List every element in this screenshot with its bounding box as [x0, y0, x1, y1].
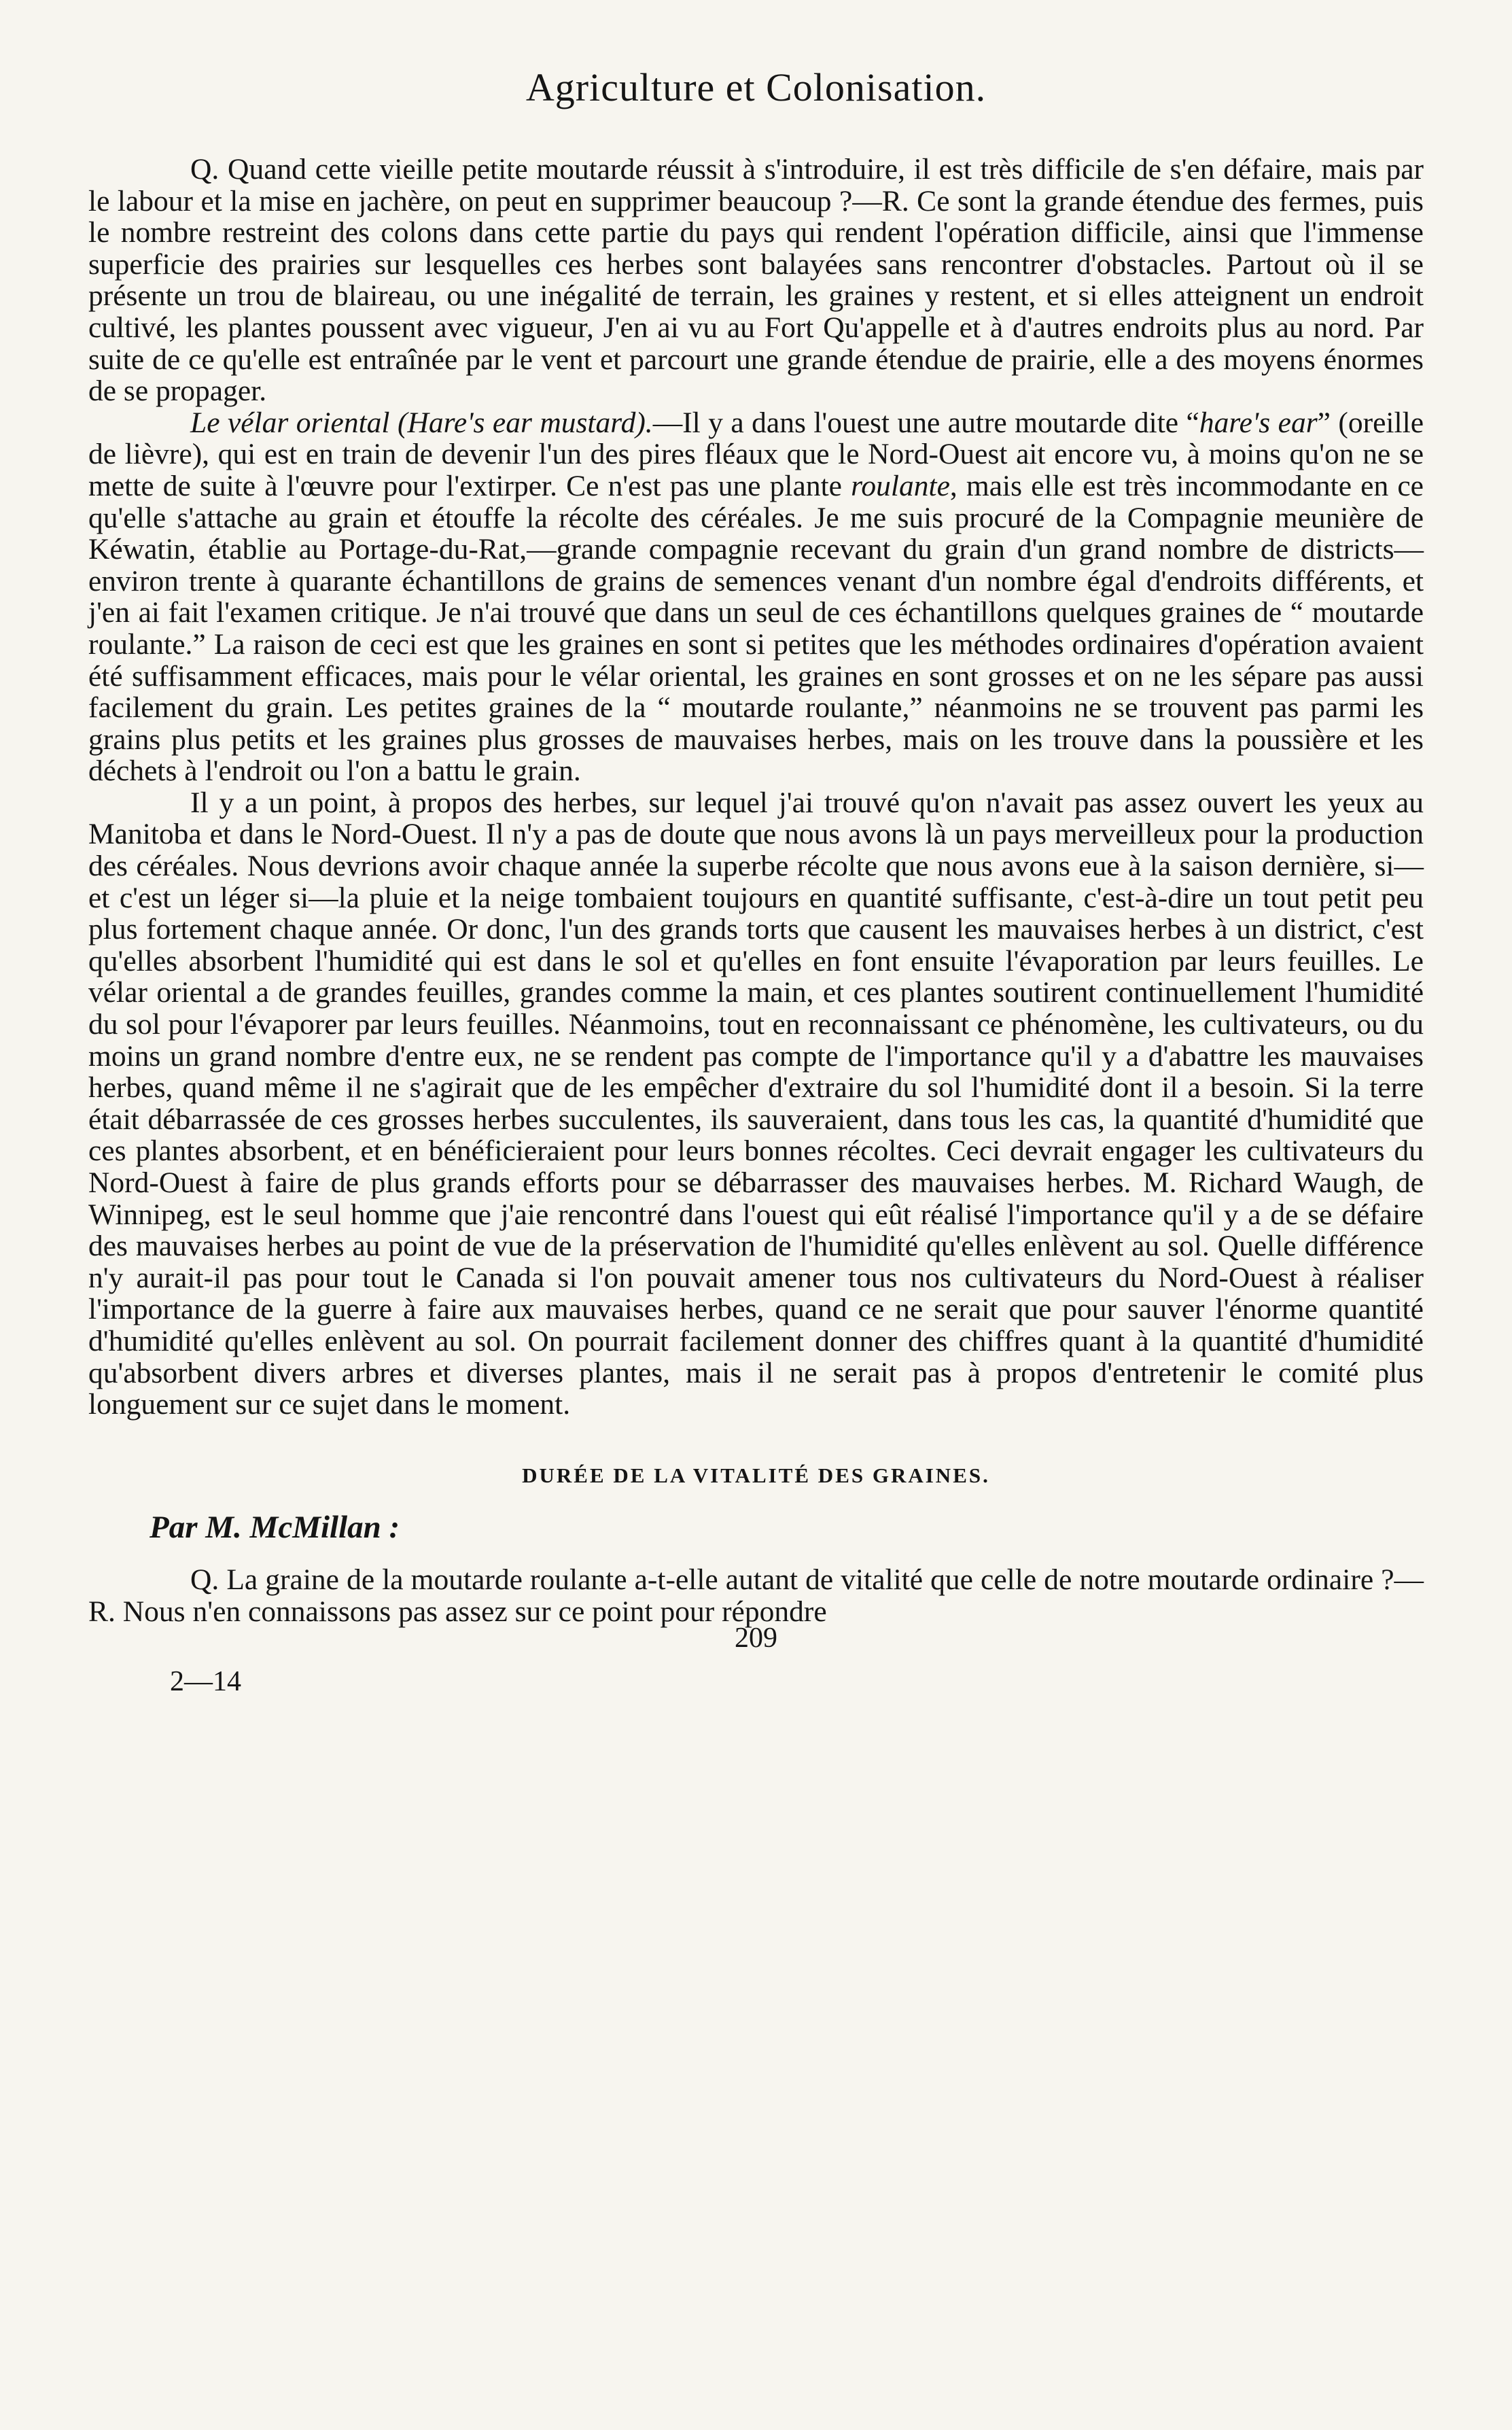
velar-title: Le vélar oriental (Hare's ear mustard). — [190, 406, 653, 439]
section-title: DURÉE DE LA VITALITÉ DES GRAINES. — [522, 1463, 990, 1487]
signature-mark: 2—14 — [170, 1666, 241, 1698]
paragraph-vitality-question: Q. La graine de la moutarde roulante a-t-elle autant de vitalité que celle de notre moutarde ordinaire ?—R. Nous n'en connaissons pas assez sur ce point pour répondre — [88, 1563, 1424, 1628]
velar-text-b: ” (oreille de lièvre), qui est en train de devenir l'un des pires fléaux que le Nord-Ouest ait encore vu, à moins qu'on ne se mette de suite à l'œuvre pour l'extirper. Ce n'est pas une plante — [88, 406, 1424, 502]
paragraph-mustard-question: Q. Quand cette vieille petite moutarde réussit à s'introduire, il est très difficile de s'en défaire, mais par le labour et la mise en jachère, on peut en supprimer beaucoup ?—R. Ce sont la grande étendue des fermes, puis le nombre restreint des colons dans cette partie du pays qui rendent l'opération difficile, ainsi que l'immense superficie des prairies sur lesquelles ces herbes sont balayées sans rencontrer d'obstacles. Partout où il se présente un trou de blaireau, ou une inégalité de terrain, les graines y restent, et si elles atteignent un endroit cultivé, les plantes poussent avec vigueur, J'en ai vu au Fort Qu'appelle et à d'autres endroits plus au nord. Par suite de ce qu'elle est entraînée par le vent et parcourt une grande étendue de prairie, elle a des moyens énormes de se propager. — [88, 153, 1424, 408]
document-page — [88, 65, 1424, 2389]
paragraph-velar-oriental — [88, 407, 1424, 787]
roulante-term: roulante — [851, 469, 950, 502]
velar-text-a: —Il y a dans l'ouest une autre moutarde dite “ — [652, 406, 1199, 439]
paragraph-humidity: Il y a un point, à propos des herbes, sur lequel j'ai trouvé qu'on n'avait pas assez ouvert les yeux au Manitoba et dans le Nord-Ouest. Il n'y a pas de doute que nous avons là un pays merveilleux pour la production des céréales. Nous devrions avoir chaque année la superbe récolte que nous avons eue à la saison dernière, si—et c'est un léger si—la pluie et la neige tombaient toujours en quantité suffisante, c'est-à-dire un tout petit peu plus fortement chaque année. Or donc, l'un des grands torts que causent les mauvaises herbes à un district, c'est qu'elles absorbent l'humidité qui est dans le sol et qu'elles en font ensuite l'évaporation par leurs feuilles. Le vélar oriental a de grandes feuilles, grandes comme la main, et ces plantes soutirent continuellement l'humidité du sol pour l'évaporer par leurs feuilles. Néanmoins, tout en reconnaissant ce phénomène, les cultivateurs, ou du moins un grand nombre d'entre eux, ne se rendent pas compte de l'importance qu'il y a d'abattre les mauvaises herbes, quand même il ne s'agirait que de les empêcher d'extraire du sol l'humidité dont il a besoin. Si la terre était débarrassée de ces grosses herbes succulentes, ils sauveraient, dans tous les cas, la quantité d'humidité que ces plantes absorbent, et en bénéficieraient pour leurs bonnes récoltes. Ceci devrait engager les cultivateurs du Nord-Ouest à faire de plus grands efforts pour se débarrasser des mauvaises herbes. M. Richard Waugh, de Winnipeg, est le seul homme que j'aie rencontré dans l'ouest qui eût réalisé l'importance qu'il y a de se défaire des mauvaises herbes au point de vue de la préservation de l'humidité qu'elles enlèvent au sol. Quelle différence n'y aurait-il pas pour tout le Canada si l'on pouvait amener tous nos cultivateurs du Nord-Ouest à réaliser l'importance de la guerre à faire aux mauvaises herbes, quand ce ne serait que pour sauver l'énorme quantité d'humidité qu'elles enlèvent au sol. On pourrait facilement donner des chiffres quant à la quantité d'humidité qu'absorbent divers arbres et diverses plantes, mais il ne serait pas à propos d'entretenir le comité plus longuement sur ce sujet dans le moment. — [88, 786, 1424, 1421]
hare-ear-term: hare's ear — [1199, 406, 1318, 439]
speaker-label: Par M. McMillan : — [150, 1510, 400, 1546]
velar-text-c: , mais elle est très incommodante en ce qu'elle s'attache au grain et étouffe la récolte des céréales. Je me suis procuré de la Compagnie meunière de Kéwatin, établie au Portage-du-Rat,—grande compagnie recevant du grain d'un grand nombre de districts—environ trente à quarante échantillons de grains de semences venant d'un nombre égal d'endroits différents, et j'en ai fait l'examen critique. Je n'ai trouvé que dans un seul de ces échantillons quelques graines de “ moutarde roulante.” La raison de ceci est que les graines en sont si petites que les méthodes ordinaires d'opération avaient été suffisamment efficaces, mais pour le vélar oriental, les graines en sont grosses et on ne les sépare pas aussi facilement du grain. Les petites graines de la “ moutarde roulante,” néanmoins ne se trouvent pas parmi les grains plus petits et les graines plus grosses de mauvaises herbes, mais on les trouve dans la poussière et les déchets à l'endroit ou l'on a battu le grain. — [88, 469, 1424, 788]
page-number: 209 — [735, 1622, 777, 1654]
running-title: Agriculture et Colonisation. — [525, 65, 987, 109]
body-text — [88, 154, 1424, 1627]
